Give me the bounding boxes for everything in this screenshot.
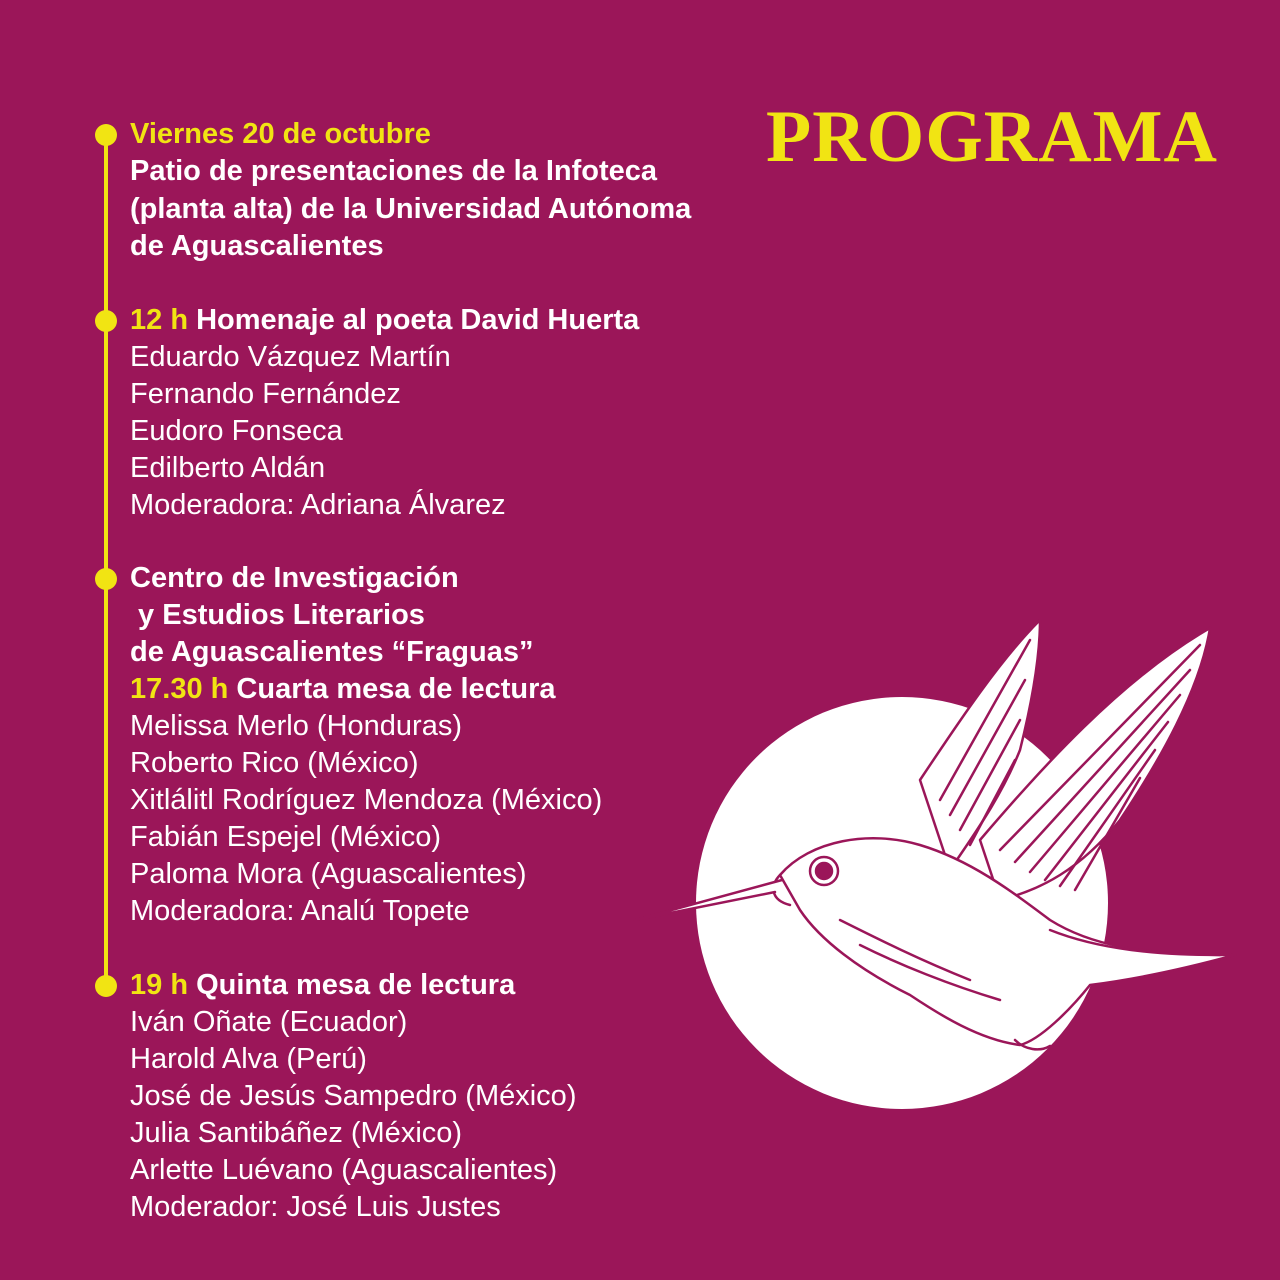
timeline-dot xyxy=(95,310,117,332)
timeline-dot xyxy=(95,124,117,146)
participant: Melissa Merlo (Honduras) xyxy=(130,710,462,742)
event-time: 12 h xyxy=(130,304,189,336)
hummingbird-icon xyxy=(620,600,1260,1080)
event-date: Viernes 20 de octubre xyxy=(130,118,431,150)
participant: Moderadora: Analú Topete xyxy=(130,895,470,927)
event-title: Quinta mesa de lectura xyxy=(196,969,516,1001)
participant: Paloma Mora (Aguascalientes) xyxy=(130,858,527,890)
participant: Edilberto Aldán xyxy=(130,452,326,484)
event-time: 19 h xyxy=(130,969,189,1001)
venue-line: de Aguascalientes xyxy=(130,230,384,262)
participant: José de Jesús Sampedro (México) xyxy=(130,1080,577,1112)
participant: Moderadora: Adriana Álvarez xyxy=(130,489,506,521)
participant: Fernando Fernández xyxy=(130,378,401,410)
event-heading xyxy=(130,671,556,708)
participant: Moderador: José Luis Justes xyxy=(130,1191,501,1223)
event-heading xyxy=(130,967,515,1004)
venue-line: y Estudios Literarios xyxy=(130,599,425,631)
participant: Harold Alva (Perú) xyxy=(130,1043,367,1075)
venue-line: Patio de presentaciones de la Infoteca xyxy=(130,155,657,187)
participant: Fabián Espejel (México) xyxy=(130,821,442,853)
venue-line: (planta alta) de la Universidad Autónoma xyxy=(130,193,692,225)
participant: Xitlálitl Rodríguez Mendoza (México) xyxy=(130,784,603,816)
participant: Eduardo Vázquez Martín xyxy=(130,341,451,373)
participant: Roberto Rico (México) xyxy=(130,747,419,779)
participant: Eudoro Fonseca xyxy=(130,415,343,447)
participant: Arlette Luévano (Aguascalientes) xyxy=(130,1154,558,1186)
timeline-line xyxy=(104,134,108,986)
timeline-dot xyxy=(95,568,117,590)
event-time: 17.30 h xyxy=(130,673,229,705)
participant: Iván Oñate (Ecuador) xyxy=(130,1006,408,1038)
venue-line: Centro de Investigación xyxy=(130,562,459,594)
event-title: Cuarta mesa de lectura xyxy=(236,673,556,705)
venue-line: de Aguascalientes “Fraguas” xyxy=(130,636,534,668)
timeline-dot xyxy=(95,975,117,997)
participant: Julia Santibáñez (México) xyxy=(130,1117,463,1149)
event-title: Homenaje al poeta David Huerta xyxy=(196,304,640,336)
page-title: PROGRAMA xyxy=(766,96,1218,178)
event-heading xyxy=(130,302,639,339)
